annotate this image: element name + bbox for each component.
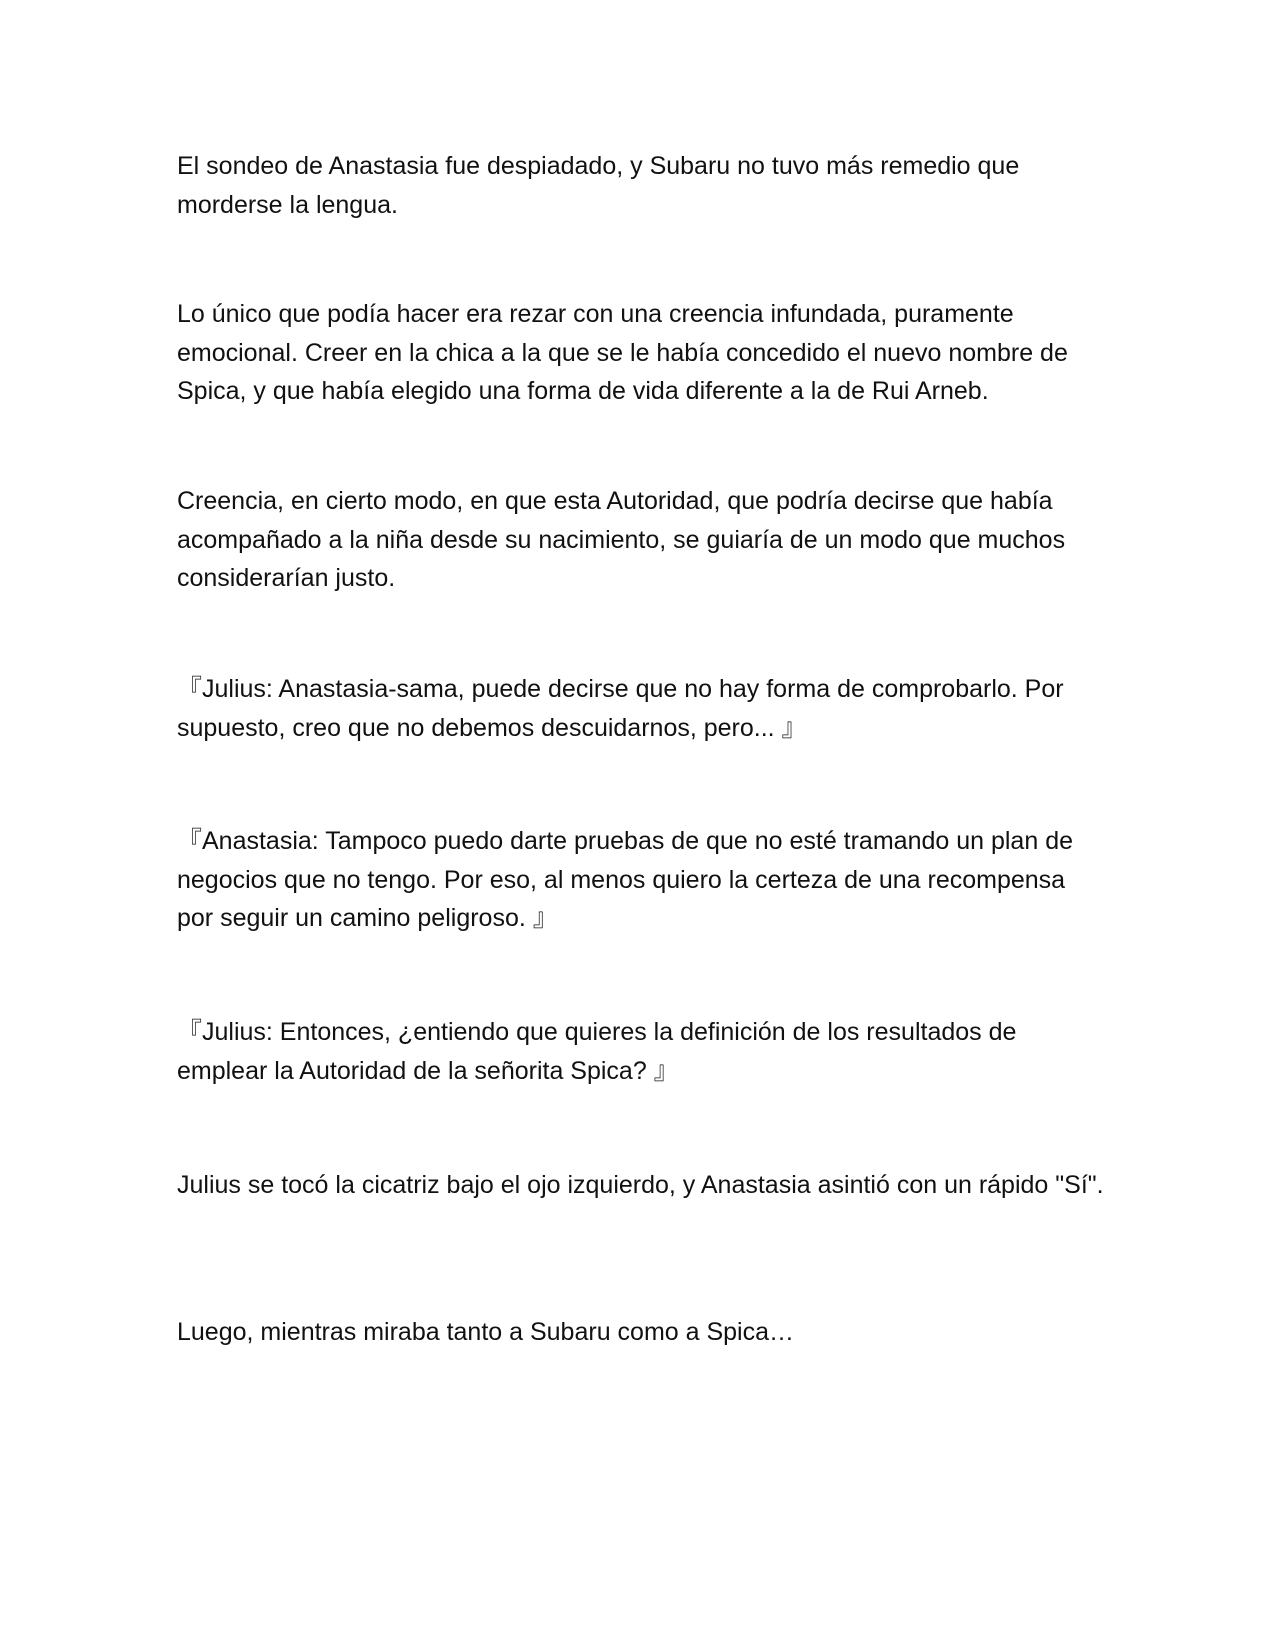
paragraph-dialogue-julius: 『Julius: Entonces, ¿entiendo que quieres la definición de los resultados de emplear la Autoridad de la señorita Spica? 』: [177, 1018, 1017, 1085]
paragraph-narration: Luego, mientras miraba tanto a Subaru como a Spica…: [177, 1318, 795, 1346]
paragraph-dialogue-anastasia: 『Anastasia: Tampoco puedo darte pruebas de que no esté tramando un plan de negocios que no tengo. Por eso, al menos quiero la certeza de una recompensa por seguir un camino peligroso. 』: [177, 827, 1073, 932]
paragraph-narration: Julius se tocó la cicatriz bajo el ojo izquierdo, y Anastasia asintió con un rápido "Sí".: [177, 1171, 1104, 1199]
paragraph-narration: Lo único que podía hacer era rezar con una creencia infundada, puramente emocional. Creer en la chica a la que se le había concedido el nuevo nombre de Spica, y que había elegido una forma de vida diferente a la de Rui Arneb.: [177, 300, 1068, 405]
paragraph-dialogue-julius: 『Julius: Anastasia-sama, puede decirse que no hay forma de comprobarlo. Por supuesto, creo que no debemos descuidarnos, pero... 』: [177, 675, 1064, 742]
paragraph-narration: Creencia, en cierto modo, en que esta Autoridad, que podría decirse que había acompañado a la niña desde su nacimiento, se guiaría de un modo que muchos considerarían justo.: [177, 487, 1066, 592]
paragraph-narration: El sondeo de Anastasia fue despiadado, y Subaru no tuvo más remedio que morderse la lengua.: [177, 152, 1020, 219]
